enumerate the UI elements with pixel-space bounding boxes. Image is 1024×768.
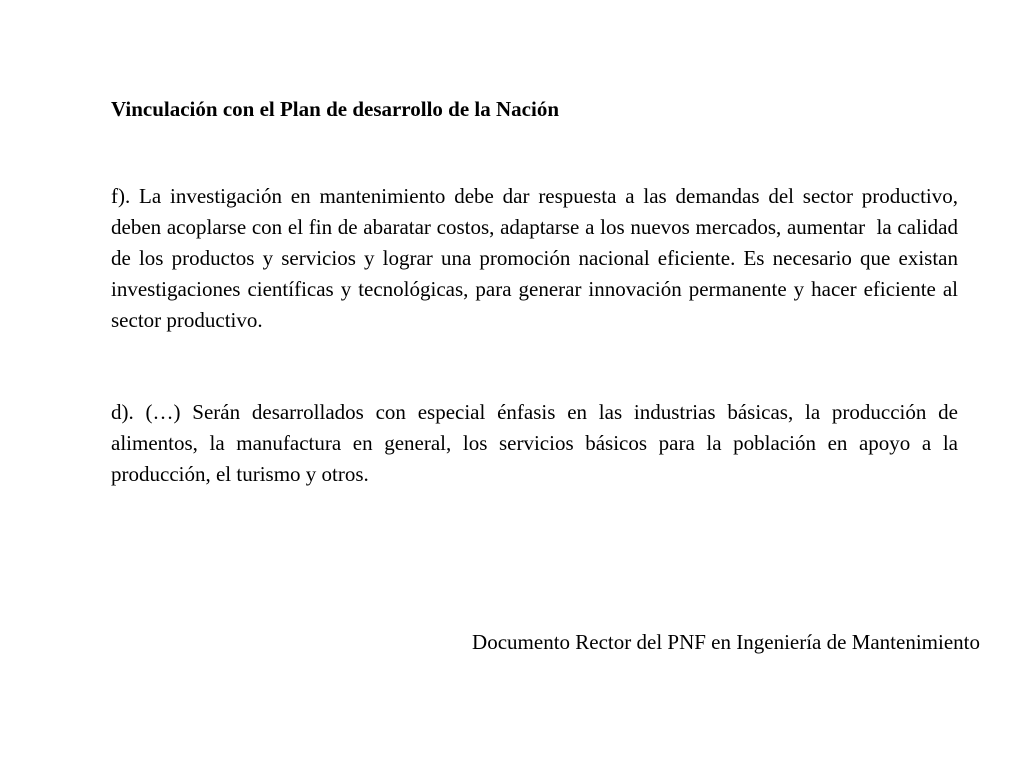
paragraph-d: d). (…) Serán desarrollados con especial énfasis en las industrias básicas, la producción de alimentos, la manufactura en general, los servicios básicos para la población en apoyo a la producción, el turismo y otros. [111,400,964,486]
source-citation: Documento Rector del PNF en Ingeniería de Mantenimiento [472,630,980,654]
slide-heading: Vinculación con el Plan de desarrollo de la Nación [111,97,560,121]
paragraph-f: f). La investigación en mantenimiento debe dar respuesta a las demandas del sector productivo, deben acoplarse con el fin de abaratar costos, adaptarse a los nuevos mercados, aumentar la calidad de los productos y servicios y lograr una promoción nacional eficiente. Es necesario que existan investigaciones científicas y tecnológicas, para generar innovación permanente y hacer eficiente al sector productivo. [111,184,964,332]
